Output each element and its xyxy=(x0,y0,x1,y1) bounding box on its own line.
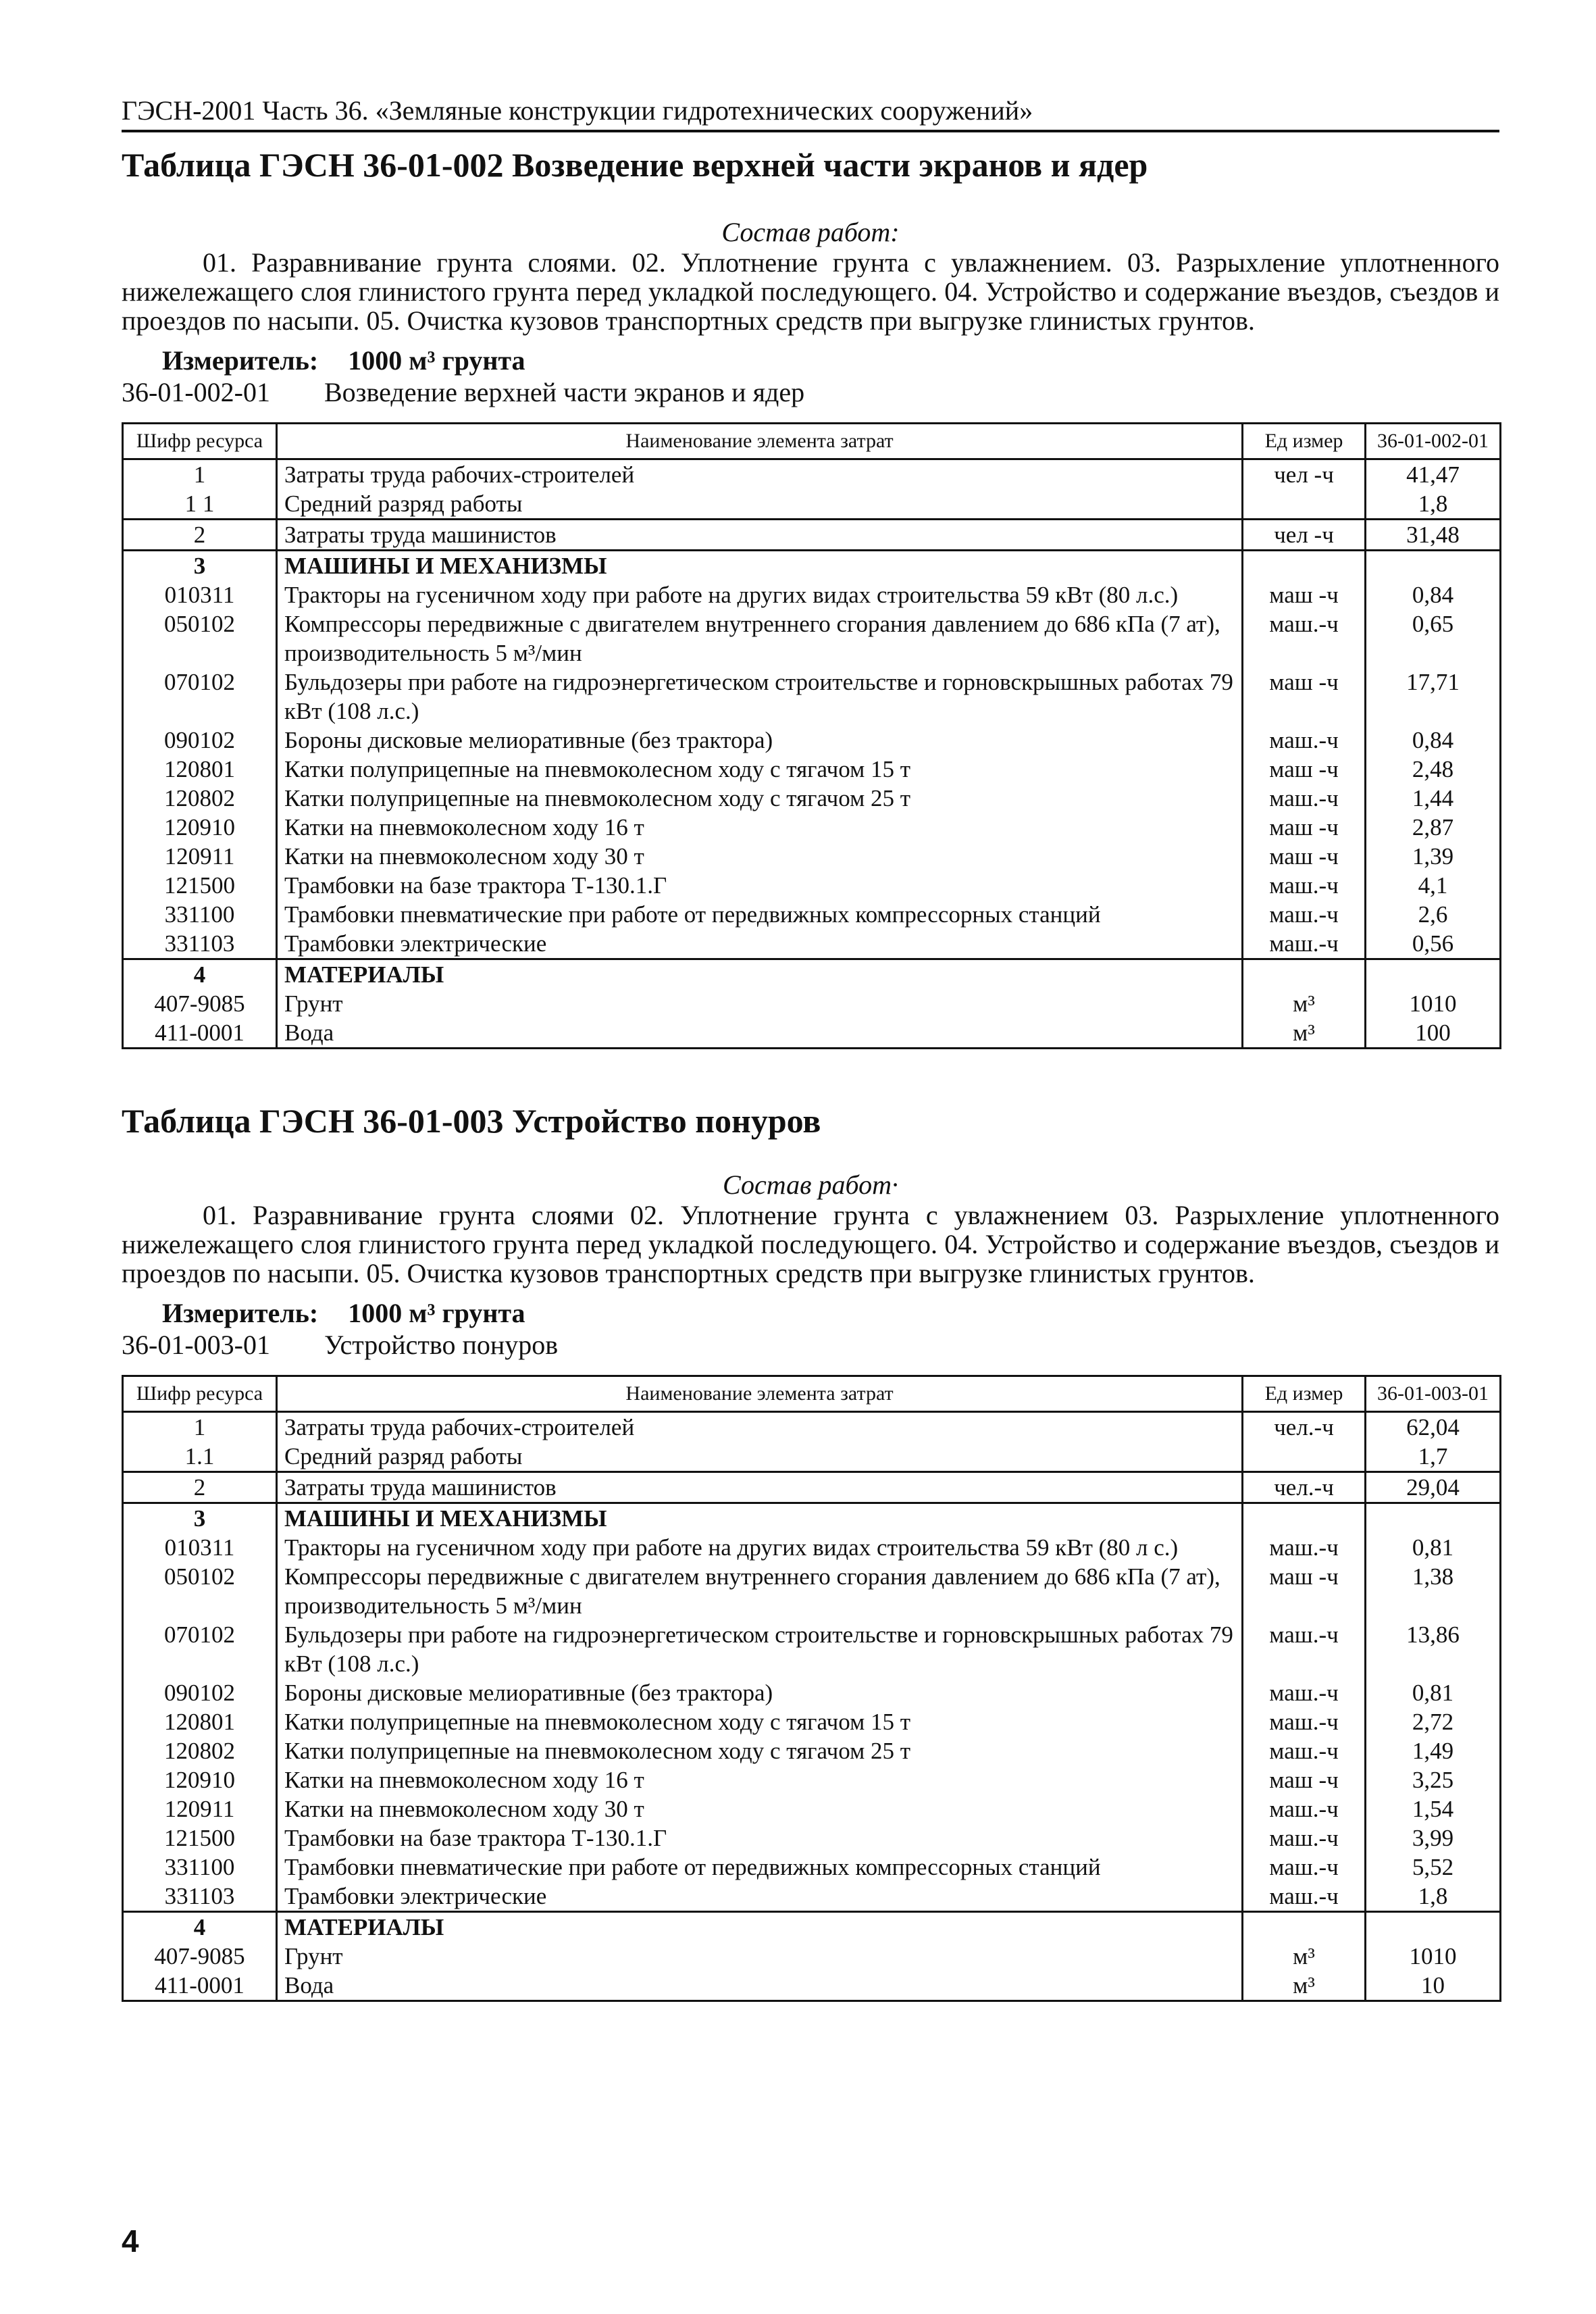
cell-unit: м³ xyxy=(1243,1942,1366,1971)
cell-unit: маш.-ч xyxy=(1243,609,1366,668)
cell-name: Средний разряд работы xyxy=(277,1442,1243,1472)
cell-name: Трамбовки на базе трактора Т-130.1.Г xyxy=(277,871,1243,900)
cell-code: 2 xyxy=(123,1472,277,1503)
table-row xyxy=(123,1765,1501,1794)
cell-code: 050102 xyxy=(123,609,277,668)
table-row xyxy=(123,989,1501,1018)
cell-name: Компрессоры передвижные с двигателем внутреннего сгорания давлением до 686 кПа (7 ат), производительность 5 м³/мин xyxy=(277,609,1243,668)
cell-code: 120910 xyxy=(123,813,277,842)
cell-code: 331103 xyxy=(123,1882,277,1912)
table-row xyxy=(123,1472,1501,1503)
table-row xyxy=(123,784,1501,813)
composition-title-2: Состав работ· xyxy=(723,1169,898,1200)
table-row xyxy=(123,959,1501,990)
cell-value: 1010 xyxy=(1366,989,1501,1018)
cell-unit xyxy=(1243,1912,1366,1942)
cell-unit: маш -ч xyxy=(1243,580,1366,609)
cell-name: Трамбовки электрические xyxy=(277,929,1243,959)
cell-code: 120801 xyxy=(123,755,277,784)
table-row xyxy=(123,929,1501,959)
measure-value-1: 1000 м³ грунта xyxy=(348,345,525,376)
cell-value: 17,71 xyxy=(1366,668,1501,726)
cell-value: 1,8 xyxy=(1366,1882,1501,1912)
cell-unit: маш.-ч xyxy=(1243,1823,1366,1853)
table-row xyxy=(123,1503,1501,1534)
cell-value: 0,56 xyxy=(1366,929,1501,959)
table-row xyxy=(123,755,1501,784)
cell-name: Бороны дисковые мелиоративные (без трактора) xyxy=(277,1678,1243,1707)
header-norm: 36-01-002-01 xyxy=(1366,424,1501,459)
table-row xyxy=(123,1620,1501,1678)
cell-code: 331100 xyxy=(123,1853,277,1882)
cell-name: Трамбовки пневматические при работе от передвижных компрессорных станций xyxy=(277,1853,1243,1882)
cell-code: 407-9085 xyxy=(123,1942,277,1971)
cell-unit: маш.-ч xyxy=(1243,1678,1366,1707)
cell-name: Бульдозеры при работе на гидроэнергетическом строительстве и горновскрышных работах 79 кВт (108 л.с.) xyxy=(277,668,1243,726)
table-row xyxy=(123,551,1501,581)
cell-unit: маш.-ч xyxy=(1243,1882,1366,1912)
cell-code: 411-0001 xyxy=(123,1971,277,2001)
cell-value: 2,87 xyxy=(1366,813,1501,842)
header-unit: Ед измер xyxy=(1243,424,1366,459)
cell-name: Тракторы на гусеничном ходу при работе на других видах строительства 59 кВт (80 л.с.) xyxy=(277,580,1243,609)
cell-value: 0,81 xyxy=(1366,1533,1501,1562)
cell-unit: м³ xyxy=(1243,1018,1366,1049)
cell-value: 1,49 xyxy=(1366,1736,1501,1765)
cell-name: Компрессоры передвижные с двигателем внутреннего сгорания давлением до 686 кПа (7 ат), производительность 5 м³/мин xyxy=(277,1562,1243,1620)
cell-value: 1,39 xyxy=(1366,842,1501,871)
measure-1 xyxy=(162,345,525,376)
norm-line-2 xyxy=(122,1329,558,1361)
cell-value: 0,84 xyxy=(1366,580,1501,609)
table-row xyxy=(123,489,1501,520)
cell-value: 2,48 xyxy=(1366,755,1501,784)
cell-unit: маш -ч xyxy=(1243,755,1366,784)
cell-name: Катки полуприцепные на пневмоколесном ходу с тягачом 25 т xyxy=(277,1736,1243,1765)
table-row xyxy=(123,668,1501,726)
cell-value: 1,54 xyxy=(1366,1794,1501,1823)
measure-value-2: 1000 м³ грунта xyxy=(348,1298,525,1328)
section-title-1: Таблица ГЭСН 36-01-002 Возведение верхней части экранов и ядер xyxy=(122,146,1148,184)
table-header-row xyxy=(123,424,1501,459)
table-row xyxy=(123,1736,1501,1765)
cell-name: МАШИНЫ И МЕХАНИЗМЫ xyxy=(277,551,1243,581)
section-title-2: Таблица ГЭСН 36-01-003 Устройство понуров xyxy=(122,1102,821,1140)
table-row xyxy=(123,1853,1501,1882)
cell-unit: маш.-ч xyxy=(1243,1853,1366,1882)
cell-unit: маш -ч xyxy=(1243,842,1366,871)
cell-code: 121500 xyxy=(123,871,277,900)
table-row xyxy=(123,459,1501,490)
norm-name-2: Устройство понуров xyxy=(324,1330,559,1360)
cell-code: 120801 xyxy=(123,1707,277,1736)
table-row xyxy=(123,1678,1501,1707)
cell-unit xyxy=(1243,551,1366,581)
table-row xyxy=(123,580,1501,609)
cell-name: Вода xyxy=(277,1018,1243,1049)
table-row xyxy=(123,1971,1501,2001)
table-row xyxy=(123,1707,1501,1736)
cell-unit: маш.-ч xyxy=(1243,871,1366,900)
cell-value: 2,6 xyxy=(1366,900,1501,929)
table-row xyxy=(123,871,1501,900)
cell-value: 100 xyxy=(1366,1018,1501,1049)
cell-name: Затраты труда машинистов xyxy=(277,520,1243,551)
cell-unit: маш.-ч xyxy=(1243,784,1366,813)
cell-unit: маш.-ч xyxy=(1243,1794,1366,1823)
cell-name: Катки на пневмоколесном ходу 30 т xyxy=(277,842,1243,871)
header-name: Наименование элемента затрат xyxy=(277,1376,1243,1412)
cell-code: 070102 xyxy=(123,1620,277,1678)
cell-code: 4 xyxy=(123,959,277,990)
table-row xyxy=(123,1533,1501,1562)
cell-code: 1.1 xyxy=(123,1442,277,1472)
cell-unit: маш -ч xyxy=(1243,1765,1366,1794)
cell-unit xyxy=(1243,1442,1366,1472)
cell-value: 13,86 xyxy=(1366,1620,1501,1678)
measure-2 xyxy=(162,1297,525,1329)
cell-unit: чел -ч xyxy=(1243,459,1366,490)
norm-line-1 xyxy=(122,376,804,408)
cell-code: 4 xyxy=(123,1912,277,1942)
table-row xyxy=(123,1018,1501,1049)
cell-code: 411-0001 xyxy=(123,1018,277,1049)
cell-name: Затраты труда рабочих-строителей xyxy=(277,1412,1243,1442)
cell-name: Катки на пневмоколесном ходу 16 т xyxy=(277,1765,1243,1794)
cell-code: 331100 xyxy=(123,900,277,929)
cell-value: 2,72 xyxy=(1366,1707,1501,1736)
cell-value: 62,04 xyxy=(1366,1412,1501,1442)
cell-value: 1,44 xyxy=(1366,784,1501,813)
cell-unit: маш.-ч xyxy=(1243,1620,1366,1678)
cell-unit: маш -ч xyxy=(1243,1562,1366,1620)
cell-value: 0,84 xyxy=(1366,726,1501,755)
cell-code: 331103 xyxy=(123,929,277,959)
cell-name: Вода xyxy=(277,1971,1243,2001)
cell-unit: маш.-ч xyxy=(1243,1533,1366,1562)
table-row xyxy=(123,1882,1501,1912)
cell-value: 3,99 xyxy=(1366,1823,1501,1853)
cell-unit: маш.-ч xyxy=(1243,900,1366,929)
header-norm: 36-01-003-01 xyxy=(1366,1376,1501,1412)
composition-text-2: 01. Разравнивание грунта слоями 02. Уплотнение грунта с увлажнением 03. Разрыхление уплотненного нижележащего слоя глинистого грунта перед укладкой последующего. 04. Устройство и содержание въездов, съездов и проездов по насыпи. 05. Очистка кузовов транспортных средств при выгрузке глинистых грунтов. xyxy=(122,1200,1499,1288)
cell-name: Грунт xyxy=(277,1942,1243,1971)
cell-unit: маш -ч xyxy=(1243,668,1366,726)
table-row xyxy=(123,900,1501,929)
cell-code: 3 xyxy=(123,1503,277,1534)
norm-table-2 xyxy=(122,1375,1501,2002)
cell-value xyxy=(1366,551,1501,581)
cell-value: 3,25 xyxy=(1366,1765,1501,1794)
cell-code: 120802 xyxy=(123,784,277,813)
header-unit: Ед измер xyxy=(1243,1376,1366,1412)
cell-name: Трамбовки на базе трактора Т-130.1.Г xyxy=(277,1823,1243,1853)
cell-unit: маш.-ч xyxy=(1243,1736,1366,1765)
cell-unit: чел.-ч xyxy=(1243,1412,1366,1442)
header-rule xyxy=(122,130,1499,132)
table-row xyxy=(123,1794,1501,1823)
norm-code-1: 36-01-002-01 xyxy=(122,377,270,407)
cell-code: 010311 xyxy=(123,580,277,609)
cell-unit xyxy=(1243,1503,1366,1534)
table-row xyxy=(123,842,1501,871)
cell-name: МАТЕРИАЛЫ xyxy=(277,1912,1243,1942)
table-row xyxy=(123,1562,1501,1620)
table-row xyxy=(123,520,1501,551)
cell-unit: м³ xyxy=(1243,989,1366,1018)
cell-value: 0,81 xyxy=(1366,1678,1501,1707)
cell-code: 3 xyxy=(123,551,277,581)
cell-code: 050102 xyxy=(123,1562,277,1620)
cell-code: 2 xyxy=(123,520,277,551)
cell-name: Средний разряд работы xyxy=(277,489,1243,520)
page-number: 4 xyxy=(122,2223,139,2259)
cell-name: МАШИНЫ И МЕХАНИЗМЫ xyxy=(277,1503,1243,1534)
running-header: ГЭСН-2001 Часть 36. «Земляные конструкции гидротехнических сооружений» xyxy=(122,95,1033,126)
cell-value: 0,65 xyxy=(1366,609,1501,668)
cell-name: Катки полуприцепные на пневмоколесном ходу с тягачом 15 т xyxy=(277,755,1243,784)
cell-value: 41,47 xyxy=(1366,459,1501,490)
cell-value: 31,48 xyxy=(1366,520,1501,551)
table-row xyxy=(123,1912,1501,1942)
cell-name: Затраты труда рабочих-строителей xyxy=(277,459,1243,490)
cell-value: 1,7 xyxy=(1366,1442,1501,1472)
cell-unit: чел -ч xyxy=(1243,520,1366,551)
norm-name-1: Возведение верхней части экранов и ядер xyxy=(324,377,805,407)
table-row xyxy=(123,726,1501,755)
norm-table-1 xyxy=(122,422,1501,1049)
table-row xyxy=(123,1942,1501,1971)
measure-label-1: Измеритель: xyxy=(162,345,319,376)
table-row xyxy=(123,609,1501,668)
cell-value xyxy=(1366,959,1501,990)
cell-unit: маш.-ч xyxy=(1243,1707,1366,1736)
cell-value xyxy=(1366,1503,1501,1534)
cell-name: Тракторы на гусеничном ходу при работе на других видах строительства 59 кВт (80 л с.) xyxy=(277,1533,1243,1562)
cell-unit xyxy=(1243,959,1366,990)
cell-name: Трамбовки электрические xyxy=(277,1882,1243,1912)
cell-value: 1010 xyxy=(1366,1942,1501,1971)
cell-unit: м³ xyxy=(1243,1971,1366,2001)
header-code: Шифр ресурса xyxy=(123,424,277,459)
composition-title-1: Состав работ: xyxy=(721,217,900,247)
cell-value: 1,38 xyxy=(1366,1562,1501,1620)
cell-name: Катки полуприцепные на пневмоколесном ходу с тягачом 15 т xyxy=(277,1707,1243,1736)
header-name: Наименование элемента затрат xyxy=(277,424,1243,459)
cell-name: Катки полуприцепные на пневмоколесном ходу с тягачом 25 т xyxy=(277,784,1243,813)
cell-code: 120911 xyxy=(123,1794,277,1823)
cell-name: Катки на пневмоколесном ходу 16 т xyxy=(277,813,1243,842)
cell-code: 120802 xyxy=(123,1736,277,1765)
cell-value xyxy=(1366,1912,1501,1942)
header-code: Шифр ресурса xyxy=(123,1376,277,1412)
table-row xyxy=(123,1442,1501,1472)
table-row xyxy=(123,813,1501,842)
norm-code-2: 36-01-003-01 xyxy=(122,1330,270,1360)
cell-code: 090102 xyxy=(123,1678,277,1707)
cell-unit: маш -ч xyxy=(1243,813,1366,842)
cell-value: 1,8 xyxy=(1366,489,1501,520)
cell-code: 121500 xyxy=(123,1823,277,1853)
table-row xyxy=(123,1823,1501,1853)
cell-name: Трамбовки пневматические при работе от передвижных компрессорных станций xyxy=(277,900,1243,929)
cell-unit: чел.-ч xyxy=(1243,1472,1366,1503)
cell-name: Затраты труда машинистов xyxy=(277,1472,1243,1503)
cell-name: Грунт xyxy=(277,989,1243,1018)
cell-name: Катки на пневмоколесном ходу 30 т xyxy=(277,1794,1243,1823)
cell-value: 4,1 xyxy=(1366,871,1501,900)
cell-unit: маш.-ч xyxy=(1243,929,1366,959)
cell-unit: маш.-ч xyxy=(1243,726,1366,755)
table-row xyxy=(123,1412,1501,1442)
cell-name: Бороны дисковые мелиоративные (без трактора) xyxy=(277,726,1243,755)
cell-name: МАТЕРИАЛЫ xyxy=(277,959,1243,990)
table-header-row xyxy=(123,1376,1501,1412)
cell-code: 1 xyxy=(123,459,277,490)
cell-code: 120911 xyxy=(123,842,277,871)
measure-label-2: Измеритель: xyxy=(162,1298,319,1328)
cell-value: 5,52 xyxy=(1366,1853,1501,1882)
cell-code: 070102 xyxy=(123,668,277,726)
cell-code: 120910 xyxy=(123,1765,277,1794)
cell-value: 10 xyxy=(1366,1971,1501,2001)
cell-value: 29,04 xyxy=(1366,1472,1501,1503)
cell-code: 010311 xyxy=(123,1533,277,1562)
cell-code: 1 1 xyxy=(123,489,277,520)
cell-unit xyxy=(1243,489,1366,520)
cell-code: 1 xyxy=(123,1412,277,1442)
composition-text-1: 01. Разравнивание грунта слоями. 02. Уплотнение грунта с увлажнением. 03. Разрыхление уплотненного нижележащего слоя глинистого грунта перед укладкой последующего. 04. Устройство и содержание въездов, съездов и проездов по насыпи. 05. Очистка кузовов транспортных средств при выгрузке глинистых грунтов. xyxy=(122,247,1499,336)
cell-code: 090102 xyxy=(123,726,277,755)
cell-name: Бульдозеры при работе на гидроэнергетическом строительстве и горновскрышных работах 79 кВт (108 л.с.) xyxy=(277,1620,1243,1678)
cell-code: 407-9085 xyxy=(123,989,277,1018)
